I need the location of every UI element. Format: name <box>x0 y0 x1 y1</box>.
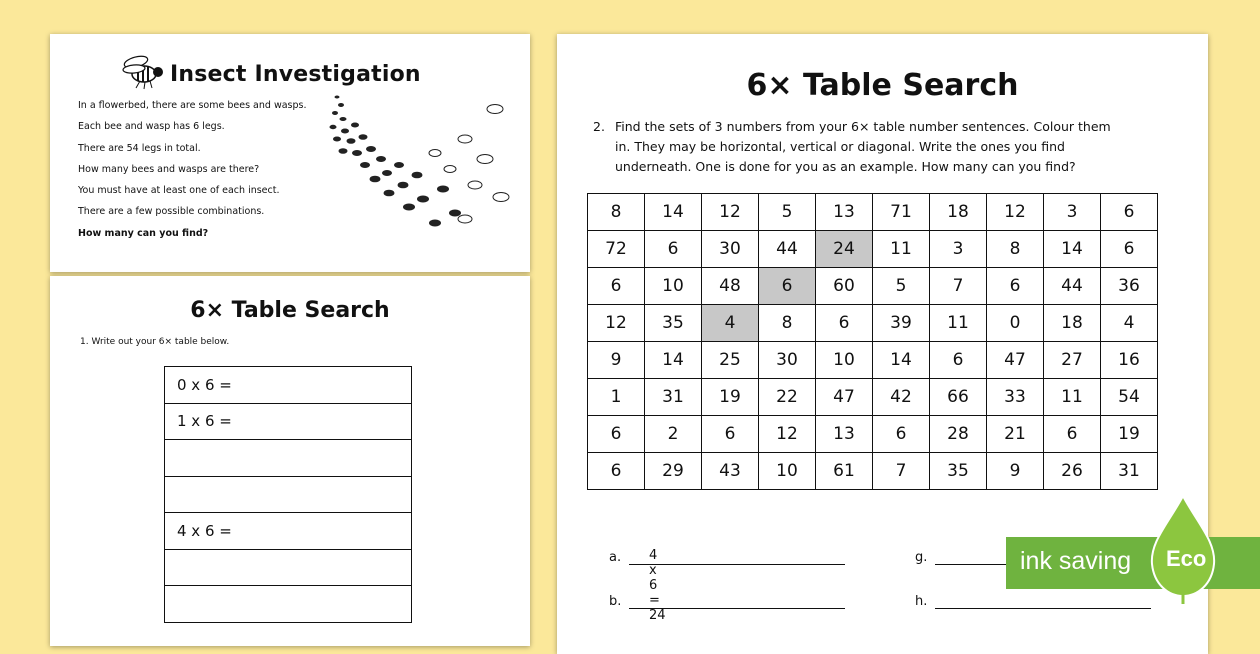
grid-row <box>588 342 1158 379</box>
search-sheet-title: 6× Table Search <box>746 68 1019 103</box>
grid-cell[interactable]: 27 <box>1044 342 1101 379</box>
insect-line: In a flowerbed, there are some bees and wasps. <box>78 100 307 111</box>
grid-cell[interactable]: 72 <box>588 231 645 268</box>
grid-cell[interactable]: 22 <box>759 379 816 416</box>
grid-cell[interactable]: 9 <box>987 453 1044 490</box>
grid-cell[interactable]: 31 <box>645 379 702 416</box>
grid-cell[interactable]: 35 <box>645 305 702 342</box>
grid-cell[interactable]: 30 <box>759 342 816 379</box>
grid-cell[interactable]: 42 <box>873 379 930 416</box>
grid-cell[interactable]: 5 <box>759 194 816 231</box>
question-text: Find the sets of 3 numbers from your 6× table number sentences. Colour them in. They may be horizontal, vertical or diagonal. Write the ones you find underneath. One is done for you as an example. How many can you find? <box>615 119 1111 174</box>
grid-row <box>588 453 1158 490</box>
insect-line: There are a few possible combinations. <box>78 206 265 218</box>
question-number: 2. <box>593 119 605 134</box>
grid-cell[interactable]: 33 <box>987 379 1044 416</box>
grid-cell[interactable]: 12 <box>759 416 816 453</box>
grid-cell[interactable]: 36 <box>1101 268 1158 305</box>
grid-cell[interactable]: 24 <box>816 231 873 268</box>
grid-cell[interactable]: 48 <box>702 268 759 305</box>
grid-cell[interactable]: 54 <box>1101 379 1158 416</box>
insect-swarm-illustration <box>325 89 515 234</box>
grid-cell[interactable]: 44 <box>759 231 816 268</box>
grid-cell[interactable]: 47 <box>816 379 873 416</box>
times-table-row: 4 x 6 = <box>165 513 412 550</box>
grid-cell[interactable]: 6 <box>930 342 987 379</box>
grid-cell[interactable]: 0 <box>987 305 1044 342</box>
write-sheet-title: 6× Table Search <box>190 298 390 323</box>
grid-cell[interactable]: 29 <box>645 453 702 490</box>
grid-row <box>588 231 1158 268</box>
grid-cell[interactable]: 7 <box>930 268 987 305</box>
times-table-row <box>165 549 412 586</box>
grid-cell[interactable]: 12 <box>702 194 759 231</box>
grid-cell[interactable]: 12 <box>588 305 645 342</box>
ink-saving-text: ink saving <box>1020 547 1132 575</box>
grid-cell[interactable]: 39 <box>873 305 930 342</box>
grid-cell[interactable]: 12 <box>987 194 1044 231</box>
grid-cell[interactable]: 6 <box>1044 416 1101 453</box>
answer-label: b. <box>609 594 622 609</box>
grid-cell[interactable]: 7 <box>873 453 930 490</box>
insect-question-text <box>78 95 306 244</box>
bee-icon <box>114 50 164 90</box>
insect-line: There are 54 legs in total. <box>78 142 201 154</box>
grid-cell[interactable]: 3 <box>930 231 987 268</box>
insect-line: You must have at least one of each insect. <box>78 185 280 197</box>
grid-cell[interactable]: 18 <box>930 194 987 231</box>
grid-cell[interactable]: 6 <box>1101 231 1158 268</box>
times-table-answer-table <box>164 366 412 623</box>
grid-cell[interactable]: 9 <box>588 342 645 379</box>
grid-cell[interactable]: 13 <box>816 194 873 231</box>
grid-cell[interactable]: 4 <box>1101 305 1158 342</box>
grid-cell[interactable]: 3 <box>1044 194 1101 231</box>
grid-cell[interactable]: 6 <box>873 416 930 453</box>
times-table-row: 1 x 6 = <box>165 403 412 440</box>
answer-label: g. <box>915 550 928 565</box>
grid-cell[interactable]: 4 <box>702 305 759 342</box>
grid-cell[interactable]: 11 <box>1044 379 1101 416</box>
grid-cell[interactable]: 43 <box>702 453 759 490</box>
grid-cell[interactable]: 6 <box>1101 194 1158 231</box>
grid-cell[interactable]: 28 <box>930 416 987 453</box>
grid-cell[interactable]: 13 <box>816 416 873 453</box>
grid-cell[interactable]: 21 <box>987 416 1044 453</box>
insect-line: How many can you find? <box>78 227 209 239</box>
grid-cell[interactable]: 26 <box>1044 453 1101 490</box>
grid-cell[interactable]: 6 <box>645 231 702 268</box>
grid-cell[interactable]: 6 <box>588 453 645 490</box>
grid-cell[interactable]: 25 <box>702 342 759 379</box>
grid-cell[interactable]: 6 <box>702 416 759 453</box>
grid-cell[interactable]: 8 <box>987 231 1044 268</box>
times-table-row <box>165 440 412 477</box>
times-table-write-sheet <box>50 276 530 646</box>
grid-cell[interactable]: 60 <box>816 268 873 305</box>
insect-title: Insect Investigation <box>170 62 421 87</box>
write-sheet-instruction: 1. Write out your 6× table below. <box>80 337 230 347</box>
grid-cell[interactable]: 14 <box>645 342 702 379</box>
grid-cell[interactable]: 14 <box>873 342 930 379</box>
grid-cell[interactable]: 10 <box>759 453 816 490</box>
grid-cell[interactable]: 18 <box>1044 305 1101 342</box>
grid-cell[interactable]: 35 <box>930 453 987 490</box>
grid-cell[interactable]: 19 <box>702 379 759 416</box>
answer-underline <box>629 608 845 609</box>
grid-cell[interactable]: 31 <box>1101 453 1158 490</box>
grid-cell[interactable]: 14 <box>1044 231 1101 268</box>
grid-cell[interactable]: 71 <box>873 194 930 231</box>
grid-cell[interactable]: 5 <box>873 268 930 305</box>
grid-cell[interactable]: 6 <box>588 416 645 453</box>
grid-cell[interactable]: 10 <box>816 342 873 379</box>
times-table-row <box>165 586 412 623</box>
grid-cell[interactable]: 10 <box>645 268 702 305</box>
ink-saving-banner <box>1006 537 1260 589</box>
grid-cell[interactable]: 30 <box>702 231 759 268</box>
answer-value: 4 x 6 = 24 <box>649 548 666 623</box>
grid-cell[interactable]: 6 <box>759 268 816 305</box>
times-table-row <box>165 476 412 513</box>
insect-investigation-sheet <box>50 34 530 272</box>
grid-cell[interactable]: 11 <box>873 231 930 268</box>
grid-row <box>588 268 1158 305</box>
grid-row <box>588 194 1158 231</box>
answer-underline <box>935 608 1151 609</box>
grid-cell[interactable]: 1 <box>588 379 645 416</box>
grid-cell[interactable]: 47 <box>987 342 1044 379</box>
answer-label: a. <box>609 550 622 565</box>
grid-cell[interactable]: 8 <box>759 305 816 342</box>
times-table-row: 0 x 6 = <box>165 367 412 404</box>
grid-cell[interactable]: 19 <box>1101 416 1158 453</box>
grid-cell[interactable]: 6 <box>987 268 1044 305</box>
grid-cell[interactable]: 14 <box>645 194 702 231</box>
grid-cell[interactable]: 11 <box>930 305 987 342</box>
grid-row <box>588 305 1158 342</box>
search-instruction <box>593 117 1113 177</box>
grid-cell[interactable]: 2 <box>645 416 702 453</box>
insect-line: Each bee and wasp has 6 legs. <box>78 121 225 133</box>
grid-row <box>588 416 1158 453</box>
grid-cell[interactable]: 6 <box>588 268 645 305</box>
answer-label: h. <box>915 594 928 609</box>
grid-cell[interactable]: 16 <box>1101 342 1158 379</box>
grid-cell[interactable]: 66 <box>930 379 987 416</box>
grid-cell[interactable]: 44 <box>1044 268 1101 305</box>
grid-cell[interactable]: 6 <box>816 305 873 342</box>
eco-label: Eco <box>1166 546 1207 571</box>
insect-line: How many bees and wasps are there? <box>78 163 260 175</box>
grid-cell[interactable]: 8 <box>588 194 645 231</box>
grid-cell[interactable]: 61 <box>816 453 873 490</box>
grid-row <box>588 379 1158 416</box>
number-search-grid <box>587 193 1158 490</box>
